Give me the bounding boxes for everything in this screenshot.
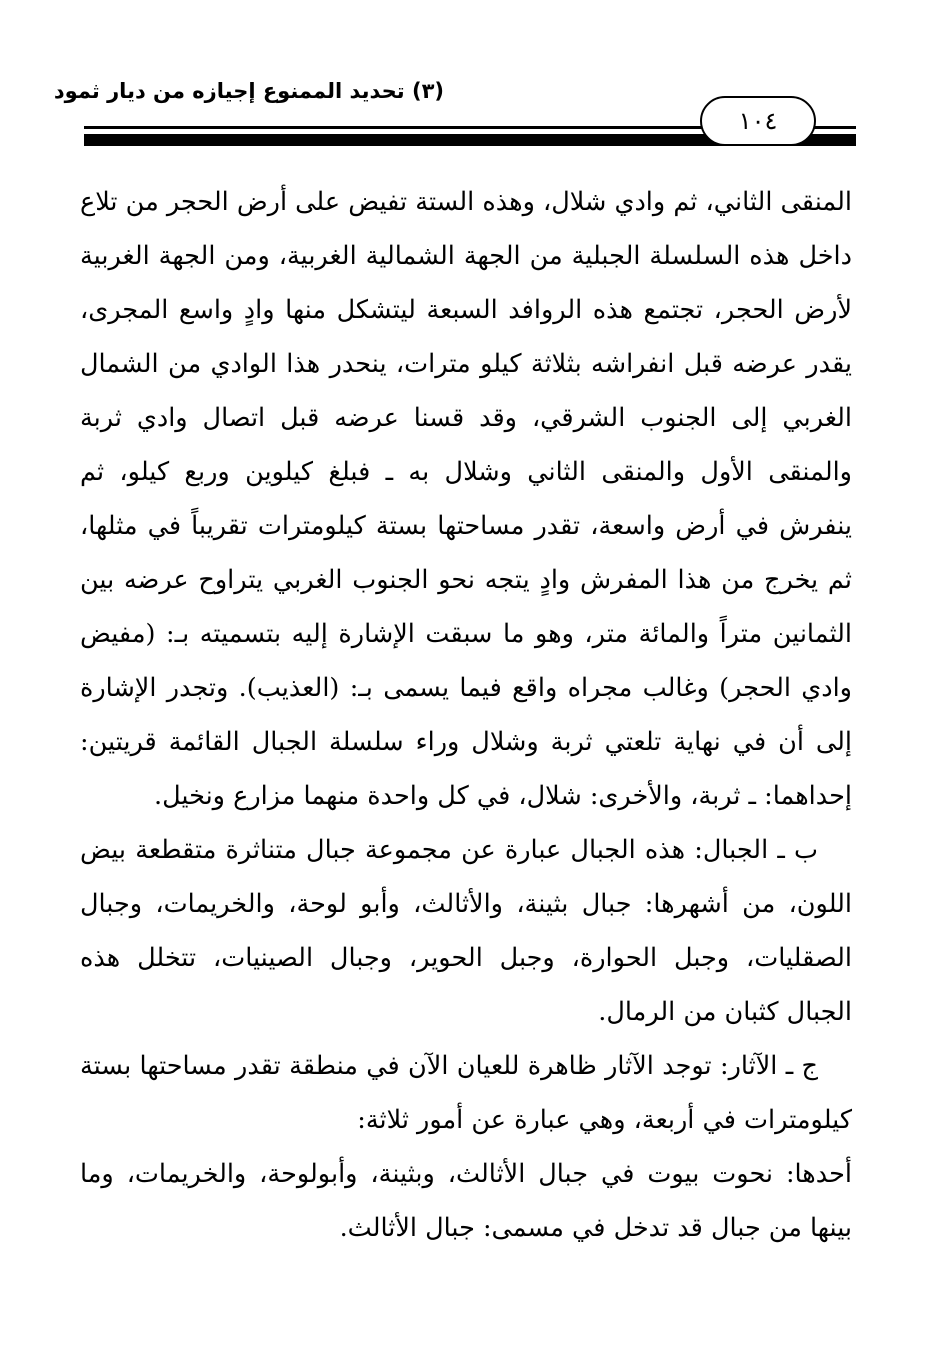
paragraph-antiquities: ج ـ الآثار: توجد الآثار ظاهرة للعيان الآن في منطقة تقدر مساحتها بستة كيلومترات في أربعة، وهي عبارة عن أمور ثلاثة: [80, 1051, 852, 1135]
body-text [80, 175, 852, 1255]
running-title: (٣) تحديد الممنوع إجيازه من ديار ثمود [53, 79, 444, 103]
paragraph-first-item: أحدها: نحوت بيوت في جبال الأثالث، وبثينة، وأبولوحة، والخريمات، وما بينها من جبال قد تدخل في مسمى: جبال الأثالث. [80, 1159, 852, 1243]
paragraph-mountains: ب ـ الجبال: هذه الجبال عبارة عن مجموعة جبال متناثرة متقطعة بيض اللون، من أشهرها: جبال بثينة، والأثالث، وأبو لوحة، والخريمات، وجبال الصقليات، وجبل الحوارة، وجبل الحوير، وجبال الصينيات، تتخلل هذه الجبال كثبان من الرمال. [80, 835, 852, 1027]
page-number: ١٠٤ [700, 96, 816, 146]
paragraph-wadis: المنقى الثاني، ثم وادي شلال، وهذه الستة تفيض على أرض الحجر من تلاع داخل هذه السلسلة الجبلية من الجهة الشمالية الغربية، ومن الجهة الغربية لأرض الحجر، تجتمع هذه الروافد السبعة ليتشكل منها وادٍ واسع المجرى، يقدر عرضه قبل انفراشه بثلاثة كيلو مترات، ينحدر هذا الوادي من الشمال الغربي إلى الجنوب الشرقي، وقد قسنا عرضه قبل اتصال وادي ثربة والمنقى الأول والمنقى الثاني وشلال به ـ فبلغ كيلوين وربع كيلو، ثم ينفرش في أرض واسعة، تقدر مساحتها بستة كيلومترات تقريباً في مثلها، ثم يخرج من هذا المفرش وادٍ يتجه نحو الجنوب الغربي يتراوح عرضه بين الثمانين متراً والمائة متر، وهو ما سبقت الإشارة إليه بتسميته بـ: (مفيض وادي الحجر) وغالب مجراه واقع فيما يسمى بـ: (العذيب). وتجدر الإشارة إلى أن في نهاية تلعتي ثربة وشلال وراء سلسلة الجبال القائمة قريتين: إحداهما: ـ ثربة، والأخرى: شلال، في كل واحدة منهما مزارع ونخيل. [80, 187, 852, 811]
